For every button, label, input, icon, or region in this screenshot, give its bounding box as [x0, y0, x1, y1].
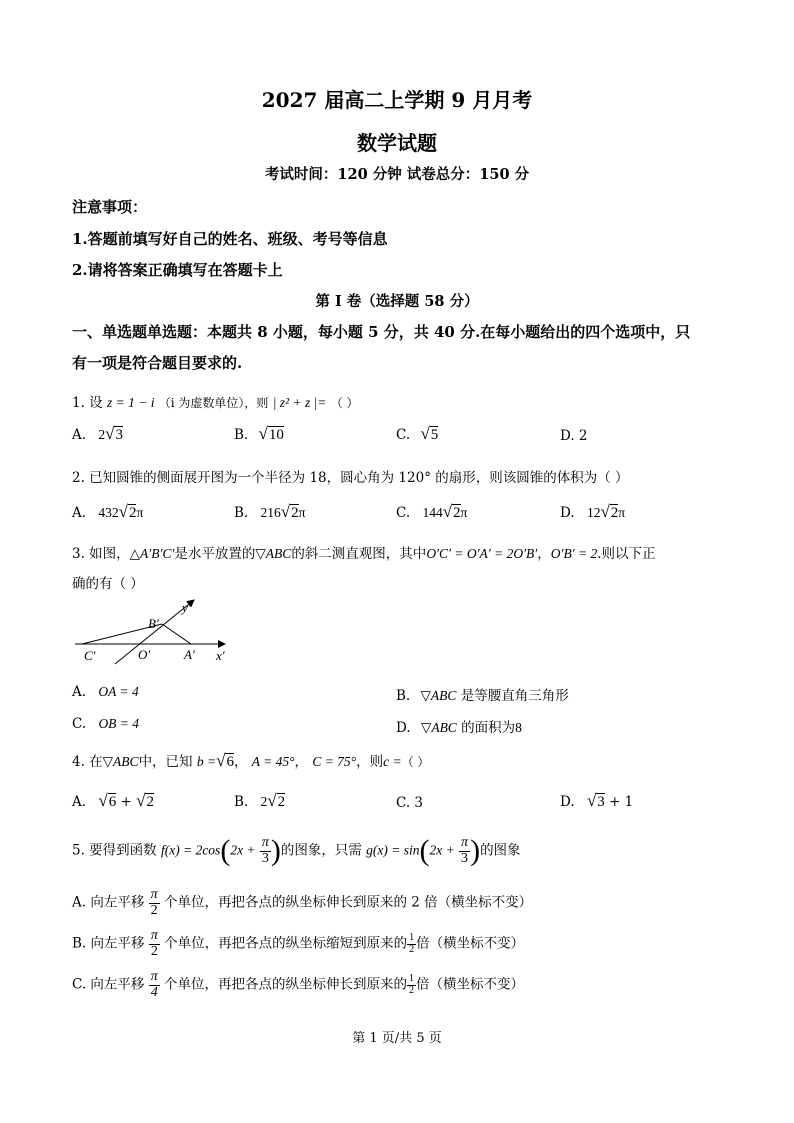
q3-ob-value: O′B′ = 2: [550, 546, 598, 561]
q1-option-a: [72, 424, 123, 444]
option-label: A.: [72, 427, 87, 443]
q3-text: 是水平放置的: [174, 546, 256, 562]
segment-b-a: [162, 624, 191, 644]
option-text: 倍（横坐标不变）: [416, 935, 525, 952]
pi-symbol: π: [460, 505, 468, 520]
numerator: π: [150, 887, 158, 902]
q5-option-a: [72, 888, 532, 918]
radical: 12√2π: [586, 502, 626, 521]
fraction-pi-over-3: [260, 836, 271, 866]
fraction: [149, 929, 160, 959]
coefficient: 216: [260, 505, 281, 520]
q3-option-b: [396, 684, 569, 704]
q1-prefix: 1. 设: [72, 395, 103, 411]
q4-a-eq: A = 45°: [251, 754, 295, 769]
exam-title: 2027 届高二上学期 9 月月考: [261, 88, 533, 112]
q3-triangle: ▽ABC: [255, 546, 292, 561]
option-label: A.: [72, 794, 87, 810]
notes-item-1: 1.答题前填写好自己的姓名、班级、考号等信息: [72, 230, 388, 248]
radicand: 2: [610, 505, 619, 521]
option-text: 个单位，再把各点的纵坐标伸长到原来的: [164, 976, 408, 993]
option-label: D.: [560, 505, 575, 521]
q4-option-b: [234, 791, 285, 811]
option-math: OB = 4: [98, 716, 140, 731]
exam-info: 考试时间：120 分钟 试卷总分：150 分: [264, 166, 530, 183]
radicand: 6: [108, 794, 117, 810]
coefficient: 144: [422, 505, 443, 520]
q1-option-d: D. 2: [560, 428, 588, 444]
denominator: 2: [409, 943, 415, 955]
q1-option-c: [396, 424, 438, 444]
q3-option-d: [396, 716, 522, 736]
q4-answer-blank: （ ）: [401, 755, 430, 769]
q3-comma: ，: [537, 546, 551, 562]
radical: √6: [98, 791, 117, 810]
exam-subtitle: 数学试题: [357, 131, 437, 155]
option-text: 个单位，再把各点的纵坐标缩短到原来的: [164, 935, 408, 952]
notes-item-2: 2.请将答案正确填写在答题卡上: [72, 261, 283, 279]
radicand: 10: [268, 427, 284, 443]
q4-option-a: [72, 791, 154, 811]
option-text: 是等腰直角三角形: [460, 688, 569, 704]
radical: 2√2: [260, 791, 286, 810]
radicand: 5: [430, 427, 439, 443]
pi-symbol: π: [136, 505, 144, 520]
q2-option-a: [72, 502, 143, 522]
coefficient: 432: [98, 505, 119, 520]
fraction-one-half: [407, 933, 416, 955]
q4-text: ，则: [356, 754, 384, 770]
question-3-line1: [72, 542, 656, 562]
q4-b-eq: b =: [196, 754, 217, 769]
question-3-line2: 确的有（ ）: [72, 576, 144, 592]
radical: √10: [258, 424, 284, 443]
q5-inner-arg: 2x +: [230, 842, 256, 858]
question-5: 5. 要得到函数 f(x) = 2cos(2x + $\frac{\pi}{3}$ )的图象，只需 g(x) = sin(2x + $\frac{\pi}{3}$ )的图象: [72, 834, 521, 867]
radical: 2√3: [98, 424, 123, 443]
radical: 432√2π: [98, 502, 144, 521]
radical: √3: [586, 791, 605, 810]
question-4: 4. 在▽ABC中，已知 b =√6， A = 45°， C = 75°，则c =（ ）: [72, 751, 430, 770]
option-math: ▽ABC: [420, 720, 457, 735]
plus-sign: +: [120, 794, 132, 810]
fraction: [149, 970, 160, 1000]
q5-f-expr: f(x) = 2cos: [160, 842, 221, 858]
option-label: C.: [396, 505, 411, 521]
denominator: 3: [261, 850, 269, 866]
denominator: 2: [150, 943, 158, 959]
denominator: 2: [409, 984, 415, 996]
option-lead: C. 向左平移: [72, 976, 145, 993]
label-o-prime: O′: [138, 647, 151, 662]
numerator: π: [461, 834, 469, 850]
option-lead: B. 向左平移: [72, 935, 145, 952]
label-y-prime: y′: [182, 600, 191, 615]
q1-z-def: z = 1 − i: [106, 395, 155, 410]
q3-option-c: [72, 716, 139, 732]
q3-triangle-prime: △A′B′C′: [129, 546, 175, 561]
option-label: C.: [72, 716, 87, 732]
notes-heading: 注意事项：: [72, 198, 148, 216]
section-instructions-line1: 一、单选题单选题：本题共 8 小题，每小题 5 分，共 40 分.在每小题给出的四个选项中，只: [72, 323, 691, 341]
denominator: 4: [150, 984, 158, 1000]
q2-option-c: [396, 502, 467, 522]
option-label: D.: [560, 794, 575, 810]
option-label: B.: [396, 688, 411, 704]
section-instructions-line2: 有一项是符合题目要求的.: [72, 354, 243, 372]
coefficient: 12: [586, 505, 601, 520]
option-number: 8: [515, 720, 522, 735]
radicand: 3: [597, 794, 605, 810]
option-lead: A. 向左平移: [72, 894, 145, 911]
denominator: 3: [461, 850, 469, 866]
q3-text: 的斜二测直观图，其中: [291, 546, 427, 562]
option-text: 倍（横坐标不变）: [416, 976, 525, 993]
q2-option-d: [560, 502, 625, 522]
fraction-one-half: [407, 974, 416, 996]
option-label: A.: [72, 684, 87, 700]
pi-symbol: π: [298, 505, 306, 520]
q1-answer-blank: （ ）: [330, 396, 359, 410]
q4-triangle: ▽ABC: [102, 754, 139, 769]
q5-option-b: [72, 929, 524, 959]
q5-option-c: [72, 970, 524, 1000]
q4-c-eq: C = 75°: [312, 754, 357, 769]
q4-option-d: [560, 791, 633, 811]
question-2: 2. 已知圆锥的侧面展开图为一个半径为 18，圆心角为 120° 的扇形，则该圆锥的体积为（ ）: [72, 470, 629, 486]
option-label: D.: [396, 720, 411, 736]
numerator: π: [150, 969, 158, 984]
option-label: B.: [234, 794, 249, 810]
option-label: B.: [234, 427, 249, 443]
option-label: B.: [234, 505, 249, 521]
q5-prefix: 5. 要得到函数: [72, 842, 157, 859]
q4-prefix: 4. 在: [72, 754, 103, 770]
q2-option-b: [234, 502, 305, 522]
radical: 144√2π: [422, 502, 468, 521]
label-b-prime: B′: [148, 616, 159, 631]
radicand: 3: [115, 427, 123, 443]
q4-option-c: C. 3: [396, 795, 424, 811]
part1-title: 第 I 卷（选择题 58 分）: [315, 293, 479, 310]
option-math: OA = 4: [98, 684, 139, 699]
q3-text: .则以下正: [597, 546, 656, 562]
q1-expression: | z² + z |=: [272, 395, 327, 410]
q1-option-b: [234, 424, 284, 444]
radicand: 2: [453, 505, 461, 521]
radicand: 2: [277, 794, 286, 810]
q3-prefix: 3. 如图，: [72, 546, 130, 562]
q3-relation: O′C′ = O′A′ = 2O′B′: [426, 546, 538, 561]
numerator: 1: [409, 932, 415, 944]
page-number: 第 1 页/共 5 页: [352, 1031, 442, 1046]
q1-note: （i 为虚数单位），则: [158, 396, 269, 410]
fraction-pi-over-3: [459, 836, 470, 866]
label-x-prime: x′: [216, 648, 225, 663]
option-label: A.: [72, 505, 87, 521]
radical: √6: [216, 751, 234, 770]
radicand: 2: [291, 505, 299, 521]
option-text: 的面积为: [461, 720, 516, 736]
radicand: 2: [146, 794, 154, 810]
option-text: 个单位，再把各点的纵坐标伸长到原来的 2 倍（横坐标不变）: [163, 894, 533, 911]
plus-one: + 1: [609, 794, 634, 810]
q4-c-ask: c =: [383, 754, 402, 769]
label-c-prime: C′: [84, 648, 96, 663]
option-math: ▽ABC: [420, 688, 457, 703]
numerator: π: [261, 834, 269, 850]
fraction: [149, 888, 160, 918]
radical: 216√2π: [260, 502, 306, 521]
q5-g-expr: g(x) = sin: [366, 842, 420, 858]
oblique-projection-figure: [70, 596, 240, 666]
denominator: 2: [150, 902, 158, 918]
coefficient: 2: [260, 794, 268, 809]
q5-inner-arg: 2x +: [429, 842, 455, 858]
numerator: 1: [409, 973, 415, 985]
coefficient: 2: [98, 427, 106, 442]
q4-text: 中，已知: [138, 754, 193, 770]
radicand: 2: [128, 505, 137, 521]
pi-symbol: π: [618, 505, 626, 520]
radicand: 6: [226, 754, 234, 770]
radical: √2: [136, 791, 154, 810]
radical: √5: [420, 424, 439, 443]
numerator: π: [150, 928, 158, 943]
q5-text: 的图象: [480, 842, 521, 859]
q5-text: 的图象，只需: [280, 842, 362, 859]
label-a-prime: A′: [184, 647, 195, 662]
option-label: C.: [396, 427, 411, 443]
q3-option-a: [72, 684, 139, 700]
question-1: [72, 391, 359, 411]
